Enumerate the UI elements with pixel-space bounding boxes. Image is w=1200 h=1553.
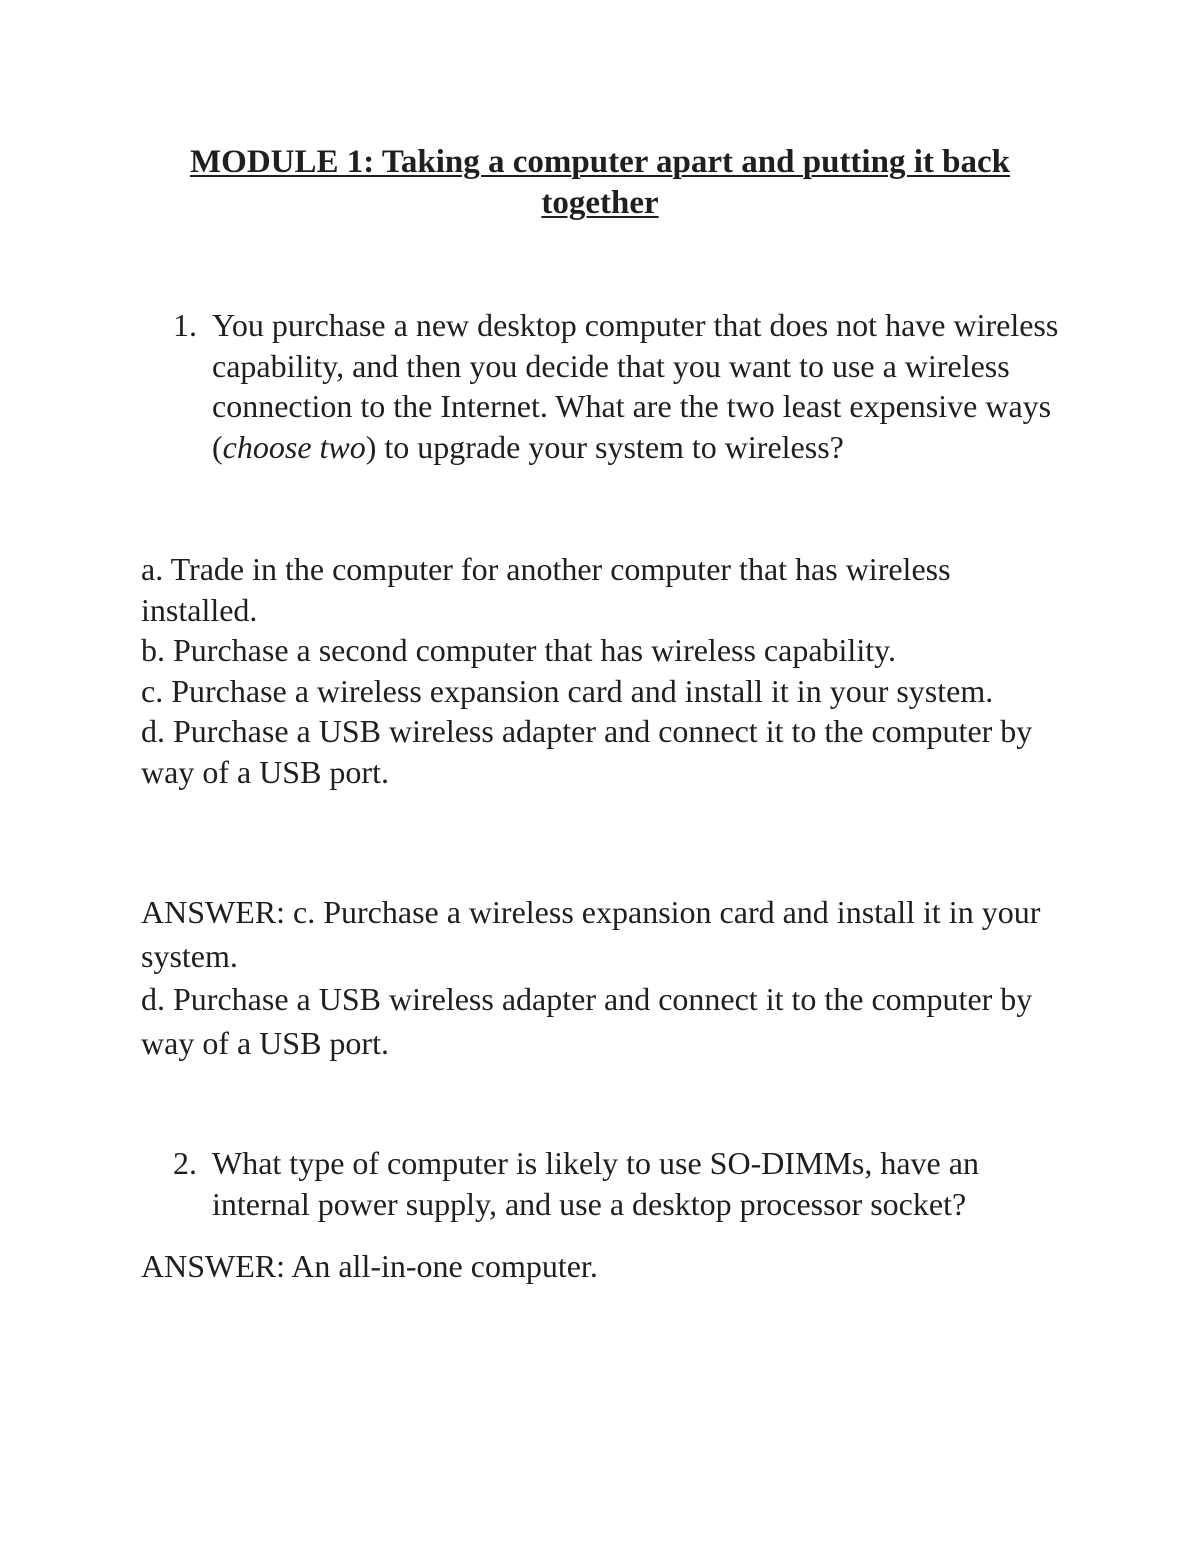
question-2-answer: ANSWER: An all-in-one computer. (141, 1248, 598, 1284)
answer-1-line-2: d. Purchase a USB wireless adapter and connect it to the computer by way of a USB port. (141, 981, 1033, 1061)
question-1-options (141, 549, 1061, 792)
question-1-text-italic: choose two (222, 428, 366, 465)
question-2-number: 2. (173, 1145, 197, 1181)
page-title (150, 142, 1050, 224)
option-c: c. Purchase a wireless expansion card and install it in your system. (141, 672, 994, 709)
title-line-1: MODULE 1: Taking a computer apart and putting it back (190, 144, 1010, 180)
question-1-answer (141, 891, 1061, 1065)
question-2-text: What type of computer is likely to use SO-DIMMs, have an internal power supply, and use a desktop processor socket? (212, 1145, 979, 1222)
answer-1-line-1: ANSWER: c. Purchase a wireless expansion card and install it in your system. (141, 894, 1041, 974)
title-line-2: together (541, 185, 659, 221)
question-1-number: 1. (173, 307, 197, 343)
option-b: b. Purchase a second computer that has wireless capability. (141, 632, 897, 668)
question-1-text-start: You purchase a new desktop computer that does not have wireless capability, and then you decide that you want to use a wireless connection to the Internet. What are the two least expensive ways ( (212, 307, 1059, 465)
question-1-text-end: ) to upgrade your system to wireless? (365, 428, 844, 465)
option-d: d. Purchase a USB wireless adapter and connect it to the computer by way of a USB port. (141, 713, 1033, 790)
option-a: a. Trade in the computer for another computer that has wireless installed. (141, 551, 951, 628)
question-1-text (212, 305, 1072, 467)
